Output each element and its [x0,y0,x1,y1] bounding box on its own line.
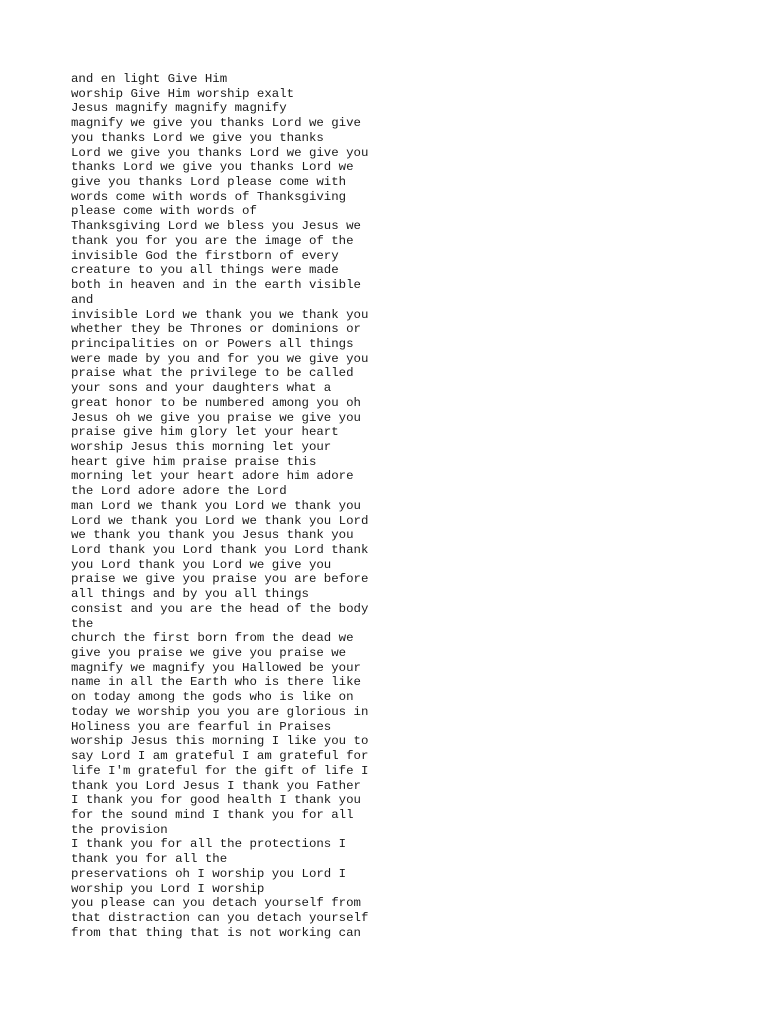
text-line: we thank you thank you Jesus thank you [71,528,354,543]
text-line: thanks Lord we give you thanks Lord we [71,160,354,175]
text-line: Jesus magnify magnify magnify [71,101,287,116]
text-line: on today among the gods who is like on [71,690,354,705]
text-line: Lord we give you thanks Lord we give you [71,145,369,160]
text-line: principalities on or Powers all things [71,336,354,351]
text-line: and [71,292,94,307]
text-line: for the sound mind I thank you for all [71,807,354,822]
text-line: worship Give Him worship exalt [71,86,295,101]
text-line: that distraction can you detach yourself [71,910,369,925]
text-line: heart give him praise praise this [71,454,317,469]
text-line: worship Jesus this morning let your [71,439,332,454]
text-line: the Lord adore adore the Lord [71,484,287,499]
text-line: Lord we thank you Lord we thank you Lord [71,513,369,528]
text-line: praise we give you praise you are before [71,572,369,587]
text-line: from that thing that is not working can [71,925,361,940]
transcript-text [71,72,368,940]
text-line: both in heaven and in the earth visible [71,278,361,293]
text-line: thank you for all the [71,852,228,867]
text-line: worship you Lord I worship [71,881,265,896]
text-line: words come with words of Thanksgiving [71,189,347,204]
text-line: Lord thank you Lord thank you Lord thank [71,543,369,557]
text-line: were made by you and for you we give you [71,351,369,366]
text-line: praise give him glory let your heart [71,425,339,440]
text-line: Holiness you are fearful in Praises [71,719,332,734]
text-line: invisible Lord we thank you we thank you [71,307,369,322]
text-line: the provision [71,822,168,837]
text-line: name in all the Earth who is there like [71,675,361,690]
text-line: thank you Lord Jesus I thank you Father [71,778,361,793]
text-line: Jesus oh we give you praise we give you [71,410,361,425]
text-line: you Lord thank you Lord we give you [71,557,332,572]
text-line: thank you for you are the image of the [71,233,354,248]
text-line: life I'm grateful for the gift of life I [71,763,369,778]
text-line: please come with words of [71,204,257,219]
text-line: whether they be Thrones or dominions or [71,322,361,337]
text-line: magnify we magnify you Hallowed be your [71,660,361,675]
text-line: say Lord I am grateful I am grateful for [71,749,369,764]
text-line: morning let your heart adore him adore [71,469,354,484]
text-line: your sons and your daughters what a [71,381,332,396]
text-line: you thanks Lord we give you thanks [71,130,324,145]
text-line: today we worship you you are glorious in [71,704,369,719]
text-line: preservations oh I worship you Lord I [71,866,347,881]
text-line: worship Jesus this morning I like you to [71,734,369,749]
text-line: all things and by you all things [71,587,309,602]
text-line: Thanksgiving Lord we bless you Jesus we [71,219,361,234]
text-line: magnify we give you thanks Lord we give [71,116,361,131]
text-line: praise what the privilege to be called [71,366,354,381]
text-line: creature to you all things were made [71,263,339,278]
text-line: and en light Give Him [71,72,228,86]
text-line: I thank you for good health I thank you [71,793,361,808]
text-line: church the first born from the dead we [71,631,354,646]
text-line: you please can you detach yourself from [71,896,361,911]
text-line: I thank you for all the protections I [71,837,347,852]
text-line: consist and you are the head of the body [71,601,369,616]
text-line: man Lord we thank you Lord we thank you [71,498,361,513]
text-line: give you praise we give you praise we [71,646,347,661]
text-line: invisible God the firstborn of every [71,248,339,263]
text-line: the [71,616,94,631]
text-line: great honor to be numbered among you oh [71,395,361,410]
text-line: give you thanks Lord please come with [71,175,347,190]
